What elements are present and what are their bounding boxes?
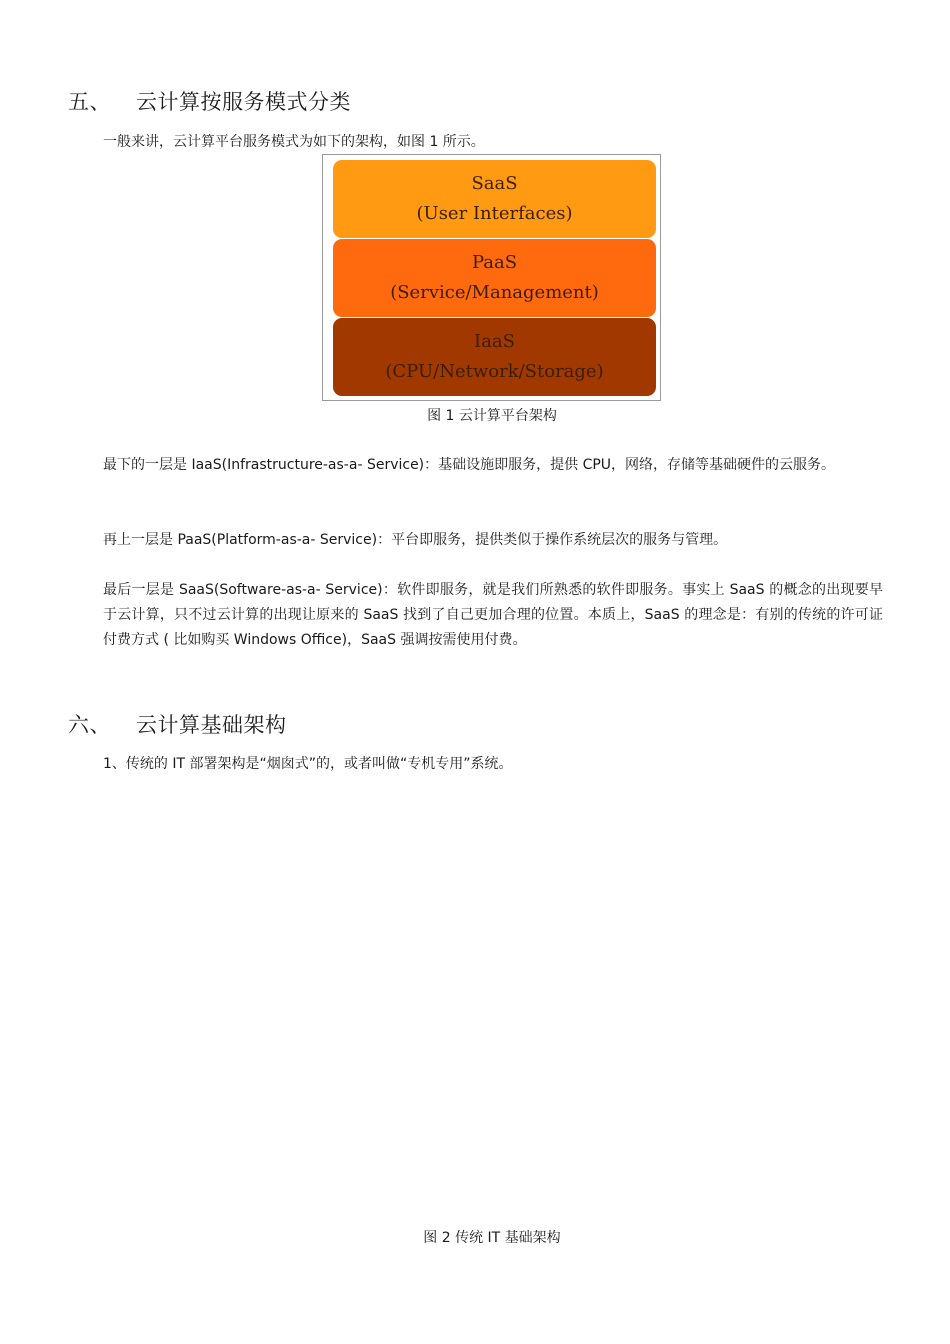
iaas-paragraph: 最下的一层是 IaaS(Infrastructure-as-a- Service)：基础设施即服务，提供 CPU，网络，存储等基础硬件的云服务。 — [103, 457, 836, 473]
iaas-layer — [333, 318, 656, 396]
section-5-heading — [68, 86, 351, 116]
section-6-item-1: 1、传统的 IT 部署架构是“烟囱式”的，或者叫做“专机专用”系统。 — [103, 756, 513, 772]
section-6-heading — [68, 709, 287, 739]
section-6-title: 云计算基础架构 — [136, 713, 287, 737]
saas-layer — [333, 160, 656, 238]
iaas-layer-name: IaaS — [474, 331, 515, 352]
paas-layer-desc: (Service/Management) — [390, 282, 599, 303]
paas-paragraph: 再上一层是 PaaS(Platform-as-a- Service)：平台即服务，提供类似于操作系统层次的服务与管理。 — [103, 532, 728, 548]
paas-layer — [333, 239, 656, 317]
section-5-title: 云计算按服务模式分类 — [136, 90, 351, 114]
figure-2-caption: 图 2 传统 IT 基础架构 — [423, 1230, 561, 1246]
iaas-layer-desc: (CPU/Network/Storage) — [385, 361, 604, 382]
section-6-number: 六、 — [68, 713, 111, 737]
figure-1-caption: 图 1 云计算平台架构 — [427, 408, 557, 424]
section-5-number: 五、 — [68, 90, 111, 114]
cloud-service-model-figure — [322, 154, 661, 401]
saas-layer-name: SaaS — [471, 173, 518, 194]
saas-paragraph: 最后一层是 SaaS(Software-as-a- Service)：软件即服务，就是我们所熟悉的软件即服务。事实上 SaaS 的概念的出现要早于云计算，只不过云计算的出现让原来的 SaaS 找到了自己更加合理的位置。本质上，SaaS 的理念是：有别的传统的许可证付费方式 ( 比如购买 Windows Office)，SaaS 强调按需使用付费。 — [103, 582, 883, 648]
section-5-intro: 一般来讲，云计算平台服务模式为如下的架构，如图 1 所示。 — [103, 134, 485, 150]
paas-layer-name: PaaS — [471, 252, 518, 273]
saas-layer-desc: (User Interfaces) — [416, 203, 573, 224]
